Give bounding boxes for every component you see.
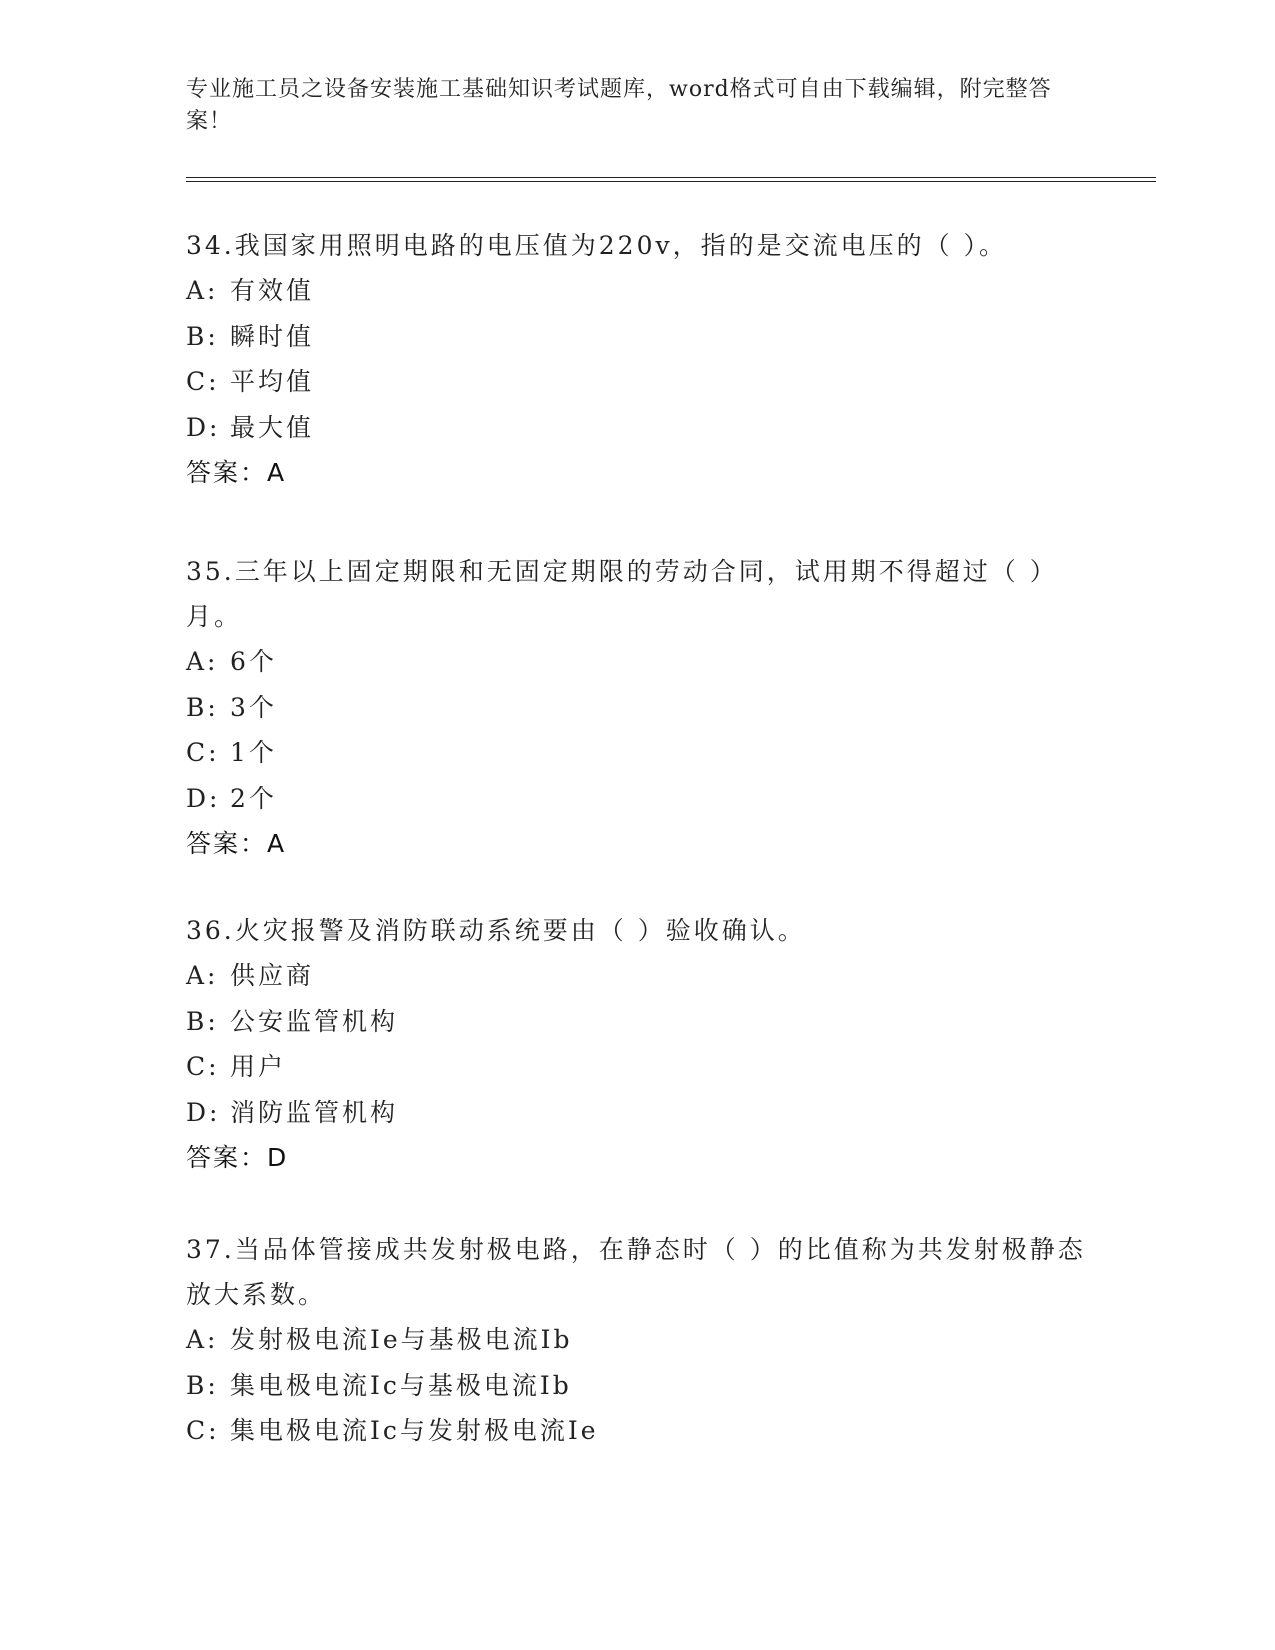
option-key: A: [186,1325,219,1354]
option-c [186,1408,1086,1454]
option-b [186,685,1086,731]
question-34 [186,223,1086,495]
option-a [186,953,1086,999]
option-text: 6个 [230,647,277,676]
option-text: 2个 [230,783,277,813]
option-key: C: [186,738,220,767]
option-key: D: [186,783,221,813]
option-b [186,999,1086,1045]
question-stem: 35.三年以上固定期限和无固定期限的劳动合同，试用期不得超过（ ）月。 [186,557,1058,631]
option-c [186,730,1086,776]
option-d [186,1090,1086,1136]
answer-label: 答案：A [186,458,287,487]
option-key: B: [186,692,219,722]
option-key: C: [186,1416,220,1445]
header-divider [186,177,1156,182]
option-key: B: [186,1370,219,1400]
question-stem: 37.当品体管接成共发射极电路，在静态时（ ）的比值称为共发射极静态放大系数。 [186,1235,1086,1309]
option-text: 消防监管机构 [230,1097,399,1127]
option-key: D: [186,412,221,442]
option-b [186,314,1086,360]
option-key: D: [186,1097,221,1127]
option-a [186,1317,1086,1363]
option-text: 用户 [230,1052,287,1081]
option-text: 供应商 [230,961,315,990]
option-text: 公安监管机构 [230,1006,399,1036]
option-key: B: [186,1006,219,1036]
option-d [186,776,1086,822]
option-text: 有效值 [230,276,315,305]
option-text: 3个 [230,692,277,722]
option-c [186,1044,1086,1090]
option-text: 平均值 [230,367,315,396]
option-text: 集电极电流Ic与基极电流Ib [230,1370,572,1400]
answer-label: 答案：A [186,829,287,858]
option-text: 最大值 [230,412,315,442]
option-a [186,639,1086,685]
option-key: B: [186,321,219,351]
question-37 [186,1227,1086,1454]
option-c [186,359,1086,405]
answer-label: 答案：D [186,1143,289,1172]
option-text: 1个 [230,738,277,767]
option-a [186,268,1086,314]
option-key: A: [186,647,219,676]
option-key: C: [186,367,220,396]
document-header: 专业施工员之设备安装施工基础知识考试题库，word格式可自由下载编辑，附完整答案！ [186,77,1052,134]
option-key: A: [186,961,219,990]
option-text: 发射极电流Ie与基极电流Ib [230,1325,573,1354]
option-key: A: [186,276,219,305]
question-35 [186,549,1086,866]
option-key: C: [186,1052,220,1081]
option-d [186,405,1086,451]
option-text: 瞬时值 [230,321,315,351]
option-b [186,1363,1086,1409]
option-text: 集电极电流Ic与发射极电流Ie [230,1416,599,1445]
question-stem: 34.我国家用照明电路的电压值为220v，指的是交流电压的（ ）。 [186,231,1008,260]
question-36 [186,908,1086,1180]
question-stem: 36.火灾报警及消防联动系统要由（ ）验收确认。 [186,916,806,945]
